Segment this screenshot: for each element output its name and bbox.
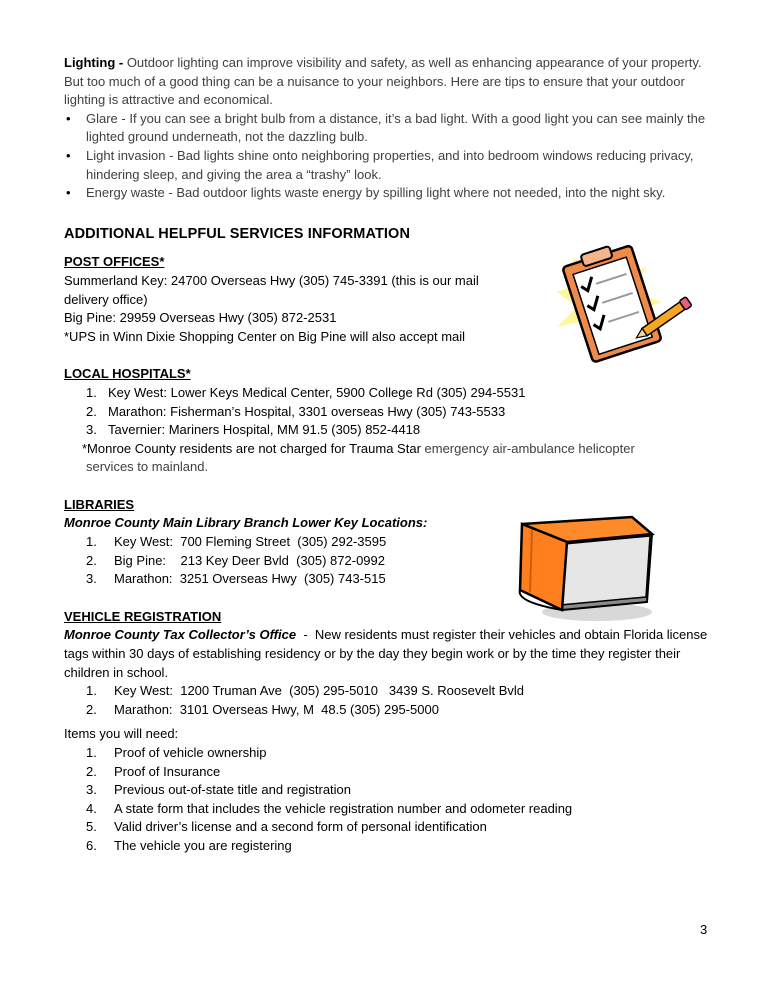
list-item: 3. Tavernier: Mariners Hospital, MM 91.5 (305) 852-4418 — [86, 422, 421, 438]
clipboard-checklist-icon — [552, 242, 702, 367]
list-item: • Light invasion - Bad lights shine onto neighboring properties, and into bedroom windows reducing privacy, hindering sleep, and giving the area a “trashy” look. — [64, 147, 714, 184]
list-item: 5. Valid driver’s license and a second form of personal identification — [86, 819, 487, 835]
list-item: 1. Key West: Lower Keys Medical Center, 5900 College Rd (305) 294-5531 — [86, 384, 526, 400]
lighting-label: Lighting - — [64, 55, 124, 70]
lighting-bullets — [64, 110, 714, 203]
hospitals-list — [64, 384, 714, 440]
lighting-paragraph — [64, 54, 714, 110]
hospitals-heading: LOCAL HOSPITALS* — [64, 366, 191, 382]
vehicle-paragraph: Monroe County Tax Collector’s Office - New residents must register their vehicles and obtain Florida license tags within 30 days of establishing residency or by the day they begin work or by the time they register their children in school. — [64, 627, 711, 680]
list-item: 2. Marathon: Fisherman’s Hospital, 3301 overseas Hwy (305) 743-5533 — [86, 403, 506, 419]
hospitals-note: *Monroe County residents are not charged for Trauma Star emergency air-ambulance helicopter — [82, 440, 635, 456]
list-item: 3. Marathon: 3251 Overseas Hwy (305) 743-515 — [86, 571, 386, 587]
items-label: Items you will need: — [64, 726, 179, 742]
list-item: 3. Previous out-of-state title and registration — [86, 782, 352, 798]
vehicle-heading: VEHICLE REGISTRATION — [64, 608, 222, 624]
vehicle-items — [64, 744, 714, 856]
list-item: 2. Marathon: 3101 Overseas Hwy, M 48.5 (305) 295-5000 — [86, 701, 439, 717]
list-item: • Energy waste - Bad outdoor lights waste energy by spilling light where not needed, into the night sky. — [64, 184, 714, 203]
lighting-intro: Outdoor lighting can improve visibility and safety, as well as enhancing appearance of your property. But too much of a good thing can be a nuisance to your neighbors. Here are tips to ensure that your outdoor lighting is attractive and economical. — [64, 55, 702, 108]
document-page — [64, 54, 714, 856]
post-office-line: Big Pine: 29959 Overseas Hwy (305) 872-2531 — [64, 310, 337, 326]
list-item: 2. Proof of Insurance — [86, 763, 221, 779]
list-item: 1. Proof of vehicle ownership — [86, 745, 267, 760]
libraries-subheading: Monroe County Main Library Branch Lower Key Locations: — [64, 515, 428, 531]
page-number: 3 — [700, 922, 708, 937]
list-item: 6. The vehicle you are registering — [86, 837, 292, 853]
list-item: 2. Big Pine: 213 Key Deer Bvld (305) 872-0992 — [86, 552, 385, 568]
section-heading: ADDITIONAL HELPFUL SERVICES INFORMATION — [64, 225, 411, 242]
post-offices-heading: POST OFFICES* — [64, 254, 165, 270]
post-office-line: Summerland Key: 24700 Overseas Hwy (305) 745-3391 (this is our mail — [64, 272, 479, 288]
vehicle-locations — [64, 682, 714, 719]
post-office-note: *UPS in Winn Dixie Shopping Center on Big Pine will also accept mail — [64, 328, 466, 344]
libraries-heading: LIBRARIES — [64, 496, 135, 512]
list-item: • Glare - If you can see a bright bulb from a distance, it’s a bad light. With a good light you can see mainly the lighted ground underneath, not the dazzling bulb. — [64, 110, 714, 147]
list-item: 4. A state form that includes the vehicle registration number and odometer reading — [86, 800, 573, 816]
hospitals-note-line2: services to mainland. — [86, 459, 209, 475]
book-icon — [512, 512, 662, 627]
list-item: 1. Key West: 1200 Truman Ave (305) 295-5010 3439 S. Roosevelt Bvld — [86, 683, 524, 699]
post-office-line: delivery office) — [64, 291, 148, 307]
list-item: 1. Key West: 700 Fleming Street (305) 292-3595 — [86, 534, 387, 550]
